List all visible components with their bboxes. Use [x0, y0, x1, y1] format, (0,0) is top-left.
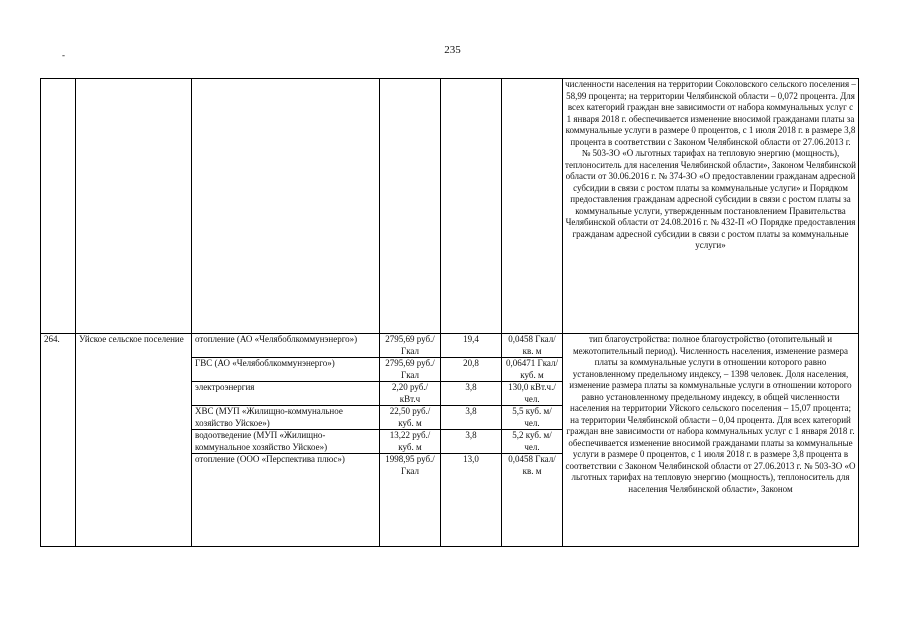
service-rate: 19,4: [441, 334, 502, 358]
service-rate: 20,8: [441, 358, 502, 382]
service-norm: 5,5 куб. м/чел.: [502, 406, 563, 430]
service-name: ГВС (АО «Челябоблкоммунэнерго»): [192, 358, 380, 382]
service-norm: 5,2 куб. м/чел.: [502, 430, 563, 454]
service-norm: 0,0458 Гкал/кв. м: [502, 454, 563, 547]
table-row: [41, 334, 859, 358]
service-name: отопление (ООО «Перспектива плюс»): [192, 454, 380, 547]
service-name: электроэнергия: [192, 382, 380, 406]
continuation-text: численности населения на территории Соколовского сельского поселения – 58,99 процента; на территории Челябинской области – 0,072 процента. Для всех категорий граждан вне зависимости от набора коммунальных услуг с 1 января 2018 г. обеспечивается изменение вносимой гражданами платы за коммунальные услуги в размере 0 процентов, с 1 июля 2018 г. в размере 3,8 процента в соответствии с Законом Челябинской области от 27.06.2013 г. № 503-ЗО «О льготных тарифах на тепловую энергию (мощность), теплоноситель для населения Челябинской области», Законом Челябинской области от 30.06.2016 г. № 374-ЗО «О предоставлении гражданам адресной субсидии в связи с ростом платы за коммунальные услуги» и Порядком предоставления гражданам адресной субсидии в связи с ростом платы за коммунальные услуги, утвержденным постановлением Правительства Челябинской области от 24.08.2016 г. № 432-П «О Порядке предоставления гражданам адресной субсидии в связи с ростом платы за коммунальные услуги»: [563, 79, 859, 334]
service-rate: 3,8: [441, 406, 502, 430]
continuation-row: [41, 79, 859, 334]
top-dash: -: [62, 50, 65, 60]
row-number: 264.: [41, 334, 76, 547]
page-number: 235: [444, 44, 461, 56]
service-rate: 3,8: [441, 382, 502, 406]
settlement-name: Уйское сельское поселение: [76, 334, 192, 547]
service-tariff: 2795,69 руб./Гкал: [380, 358, 441, 382]
service-norm: 0,06471 Гкал/куб. м: [502, 358, 563, 382]
service-tariff: 2,20 руб./кВт.ч: [380, 382, 441, 406]
service-name: ХВС (МУП «Жилищно-коммунальное хозяйство Уйское»): [192, 406, 380, 430]
service-tariff: 2795,69 руб./Гкал: [380, 334, 441, 358]
service-tariff: 13,22 руб./куб. м: [380, 430, 441, 454]
service-tariff: 1998,95 руб./Гкал: [380, 454, 441, 547]
settlement-description: тип благоустройства: полное благоустройство (отопительный и межотопительный период). Численность населения, изменение размера платы за коммунальные услуги в отношении которого равно установленному предельному индексу, – 1398 человек. Доля населения, изменение размера платы за коммунальные услуги в отношении которого равно установленному предельному индексу, в общей численности населения на территории Уйского сельского поселения – 15,07 процента; на территории Челябинской области – 0,04 процента. Для всех категорий граждан вне зависимости от набора коммунальных услуг с 1 января 2018 г. обеспечивается изменение вносимой гражданами платы за коммунальные услуги в размере 0 процентов, с 1 июля 2018 г. в размере 3,8 процента в соответствии с Законом Челябинской области от 27.06.2013 г. № 503-ЗО «О льготных тарифах на тепловую энергию (мощность), теплоноситель для населения Челябинской области», Законом: [563, 334, 859, 547]
service-tariff: 22,50 руб./куб. м: [380, 406, 441, 430]
service-name: отопление (АО «Челябоблкоммунэнерго»): [192, 334, 380, 358]
service-rate: 3,8: [441, 430, 502, 454]
service-rate: 13,0: [441, 454, 502, 547]
service-name: водоотведение (МУП «Жилищно-коммунальное хозяйство Уйское»): [192, 430, 380, 454]
service-norm: 130,0 кВт.ч./чел.: [502, 382, 563, 406]
tariff-table: [40, 78, 859, 547]
service-norm: 0,0458 Гкал/кв. м: [502, 334, 563, 358]
